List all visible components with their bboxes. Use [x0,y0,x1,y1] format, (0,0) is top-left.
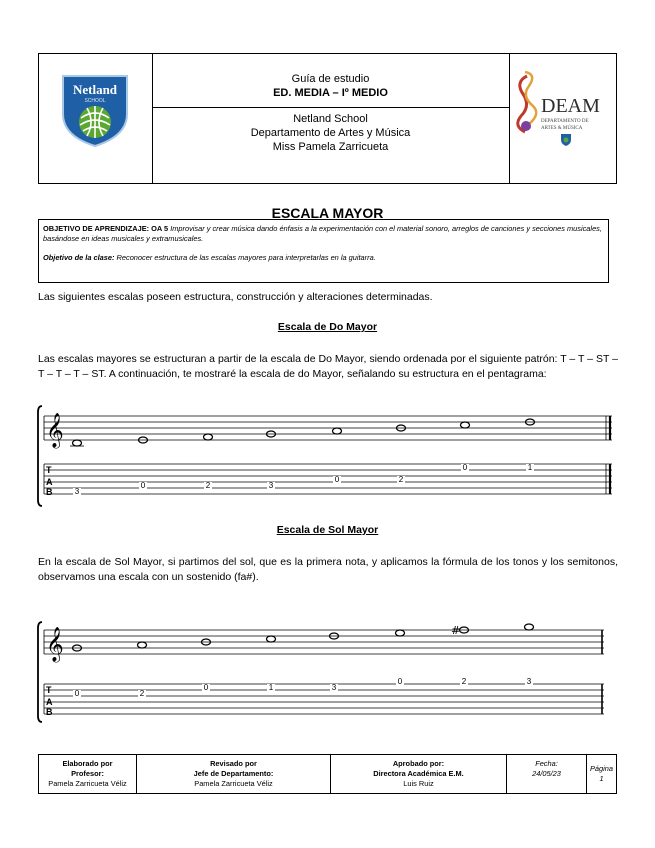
tab-a: A [46,477,53,487]
apr-line1: Aprobado por: [392,759,445,768]
fret-number: 3 [74,487,80,496]
tab-t: T [46,465,52,475]
note [525,624,534,630]
header-info-cell [152,54,510,183]
note [73,440,82,446]
rev-line3: Pamela Zarricueta Véliz [194,779,273,788]
note [333,428,342,434]
objective-box [38,219,609,283]
fret-number: 1 [268,683,274,692]
elab-line2: Profesor: [71,769,104,778]
elab-line1: Elaborado por [62,759,113,768]
sol-scale-notation [36,616,618,728]
header-table [38,53,617,184]
intro-text: Las siguientes escalas poseen estructura, construcción y alteraciones determinadas. [38,291,433,303]
elab-line3: Pamela Zarricueta Véliz [48,779,127,788]
fret-number: 2 [398,475,404,484]
do-scale-title: Escala de Do Mayor [277,321,378,333]
page-label: Página [589,764,613,773]
approved-cell [331,755,507,793]
deam-sub1: DEPARTAMENTO DE [541,119,589,124]
fret-number: 2 [461,677,467,686]
netland-logo [55,70,135,150]
apr-line3: Luis Ruiz [403,779,434,788]
class-objective-text: Reconocer estructura de las escalas mayores para interpretarlas en la guitarra. [116,253,376,262]
fret-number: 3 [268,481,274,490]
fret-number: 0 [462,463,468,472]
logo-sub: SCHOOL [84,98,106,104]
fret-number: 0 [203,683,209,692]
elaborated-cell [39,755,137,793]
fret-number: 3 [526,677,532,686]
fret-number: 0 [334,475,340,484]
deam-logo [509,54,616,183]
note [267,636,276,642]
fret-number: 0 [74,689,80,698]
page-cell [587,755,616,793]
apr-line2: Directora Académica E.M. [373,769,464,778]
fret-number: 0 [140,481,146,490]
objective-text: Improvisar y crear música dando énfasis a la experimentación con el material sonoro, arreglos de canciones y secciones musicales, basándose en ideas musicales y extramusicales. [43,224,602,243]
sharp-icon: # [451,624,461,637]
note [138,642,147,648]
logo-text: Netland [72,82,118,97]
page-title: ESCALA MAYOR [271,205,384,221]
sol-scale-title: Escala de Sol Mayor [276,524,379,536]
date-value: 24/05/23 [532,769,561,778]
tab-b: B [46,487,53,497]
treble-clef-icon: 𝄞 [46,413,64,448]
tab-b: B [46,707,53,717]
reviewed-cell [137,755,331,793]
rev-line1: Revisado por [210,759,257,768]
tab-a: A [46,697,53,707]
sol-scale-paragraph: En la escala de Sol Mayor, si partimos del sol, que es la primera nota, y aplicamos la fórmula de los tonos y los semitonos, observamos una escala con un sostenido (fa#). [38,556,618,583]
note [204,434,213,440]
teacher-name: Miss Pamela Zarricueta [272,141,389,153]
do-scale-notation [36,402,618,510]
footer-table [38,754,617,794]
deam-title: DEAM [541,95,600,117]
deam-logo-cell [509,54,616,183]
treble-clef-icon: 𝄞 [46,627,64,662]
fret-number: 0 [397,677,403,686]
date-cell [507,755,587,793]
do-scale-paragraph: Las escalas mayores se estructuran a partir de la escala de Do Mayor, siendo ordenada por el siguiente patrón: T – T – ST – T – T – T – ST. A continuación, te mostraré la escala de do Mayor, señalando su estructura en el pentagrama: [38,353,618,380]
school-logo-cell [39,54,153,183]
rev-line2: Jefe de Departamento: [193,769,274,778]
date-label: Fecha: [535,759,558,768]
fret-number: 2 [139,689,145,698]
fret-number: 3 [331,683,337,692]
objective-label: OBJETIVO DE APRENDIZAJE: OA 5 [43,224,169,233]
deam-sub2: ARTES & MÚSICA [541,126,583,131]
guide-title: Guía de estudio [291,73,370,85]
note [461,422,470,428]
fret-number: 2 [205,481,211,490]
fret-number: 1 [527,463,533,472]
page-number: 1 [599,774,604,783]
note [396,630,405,636]
tab-t: T [46,685,52,695]
department-name: Departamento de Artes y Música [250,127,411,139]
level-label: ED. MEDIA – Iº MEDIO [273,87,388,99]
class-objective-label: Objetivo de la clase: [43,253,115,262]
school-name: Netland School [293,113,368,125]
